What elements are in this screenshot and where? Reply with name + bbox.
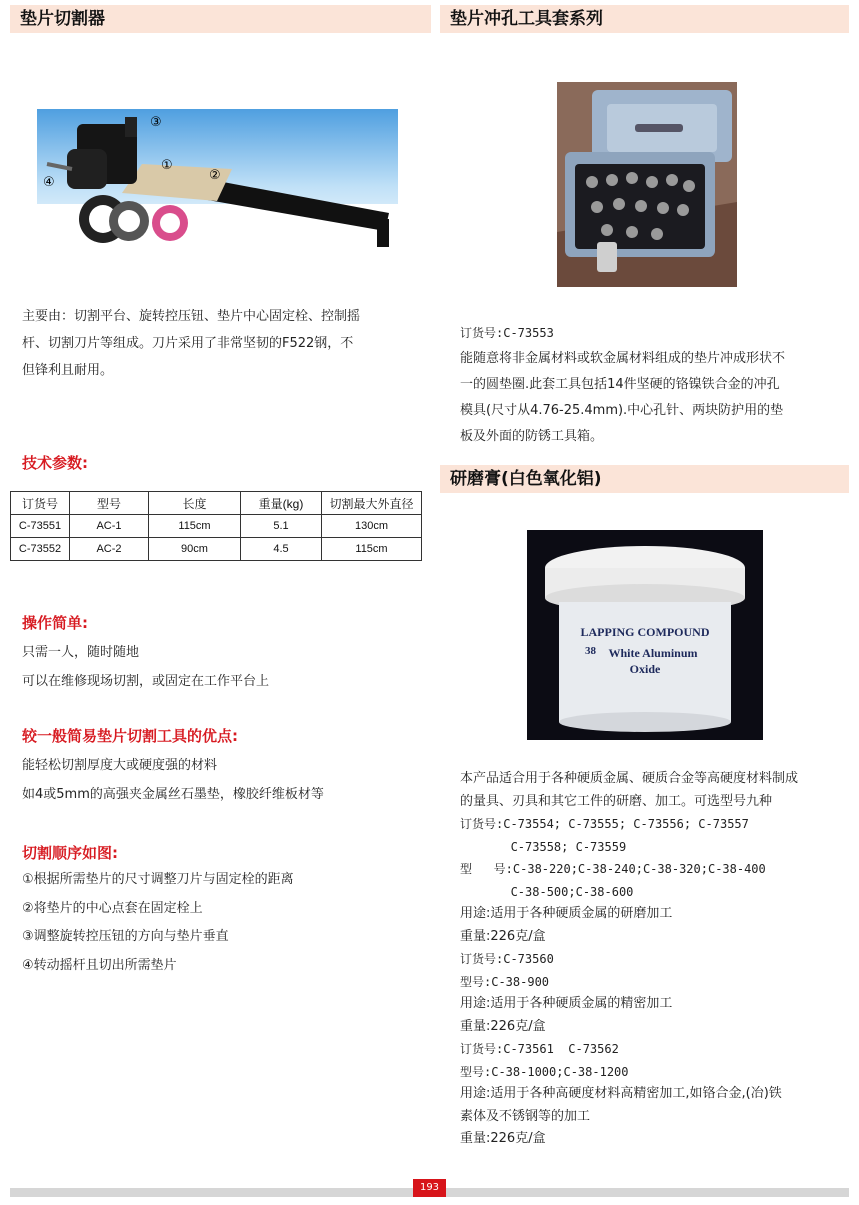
lap-models-cont: C-38-500;C-38-600 (460, 884, 634, 899)
col-header-length: 长度 (149, 492, 241, 515)
lap-usage-cont: 素体及不锈钢等的加工 (460, 1108, 591, 1124)
intro-line: 但锋利且耐用。 (22, 363, 114, 378)
punch-order-no: 订货号:C-73553 (460, 326, 554, 340)
photo-label-3: ③ (150, 115, 162, 130)
lapping-compound-photo (527, 530, 763, 740)
table-cell: AC-1 (70, 515, 149, 538)
seq-step: ①根据所需垫片的尺寸调整刀片与固定栓的距离 (22, 872, 294, 887)
jar-label-grit: 38 (585, 645, 596, 657)
photo-label-2: ② (209, 168, 221, 183)
lap-model: 型号:C-38-1000;C-38-1200 (460, 1064, 629, 1079)
adv-line: 能轻松切割厚度大或硬度强的材料 (22, 758, 218, 773)
punch-line: 模具(尺寸从4.76-25.4mm).中心孔针、两块防护用的垫 (460, 403, 784, 418)
op-line: 只需一人，随时随地 (22, 645, 140, 660)
advantages-title: 较一般简易垫片切割工具的优点: (22, 727, 239, 745)
gasket-cutter-photo (37, 109, 398, 249)
punch-kit-photo (557, 82, 737, 287)
punch-line: 板及外面的防锈工具箱。 (460, 429, 604, 444)
punch-kit-illustration (557, 82, 737, 287)
cutting-sequence-title: 切割顺序如图: (22, 844, 118, 862)
lap-order-no: 订货号:C-73561 C-73562 (460, 1042, 619, 1056)
table-cell: 115cm (322, 538, 422, 561)
easy-operation-text (22, 638, 422, 696)
table-cell: 4.5 (241, 538, 322, 561)
tech-params-table (10, 491, 422, 561)
intro-line: 主要由：切割平台、旋转控压钮、垫片中心固定栓、控制摇 (22, 309, 361, 324)
table-cell: 5.1 (241, 515, 322, 538)
punch-kit-description (460, 320, 855, 450)
lap-order-nos-cont: C-73558; C-73559 (460, 839, 627, 854)
table-cell: 115cm (149, 515, 241, 538)
table-cell: C-73551 (11, 515, 70, 538)
lap-order-nos: 订货号:C-73554; C-73555; C-73556; C-73557 (460, 817, 749, 831)
punch-line: 一的圆垫圈.此套工具包括14件坚硬的铬镍铁合金的冲孔 (460, 377, 780, 392)
table-header-row (11, 492, 422, 515)
col-header-max-diameter: 切割最大外直径 (322, 492, 422, 515)
page-number: 193 (413, 1179, 446, 1197)
op-line: 可以在维修现场切割，或固定在工作平台上 (22, 674, 270, 689)
easy-operation-title: 操作简单: (22, 614, 88, 632)
col-header-weight: 重量(kg) (241, 492, 322, 515)
lap-weight: 重量:226克/盒 (460, 1018, 546, 1034)
lap-models: 型 号:C-38-220;C-38-240;C-38-320;C-38-400 (460, 862, 766, 876)
section-header-lapping-compound: 研磨膏(白色氧化铝) (440, 465, 849, 493)
seq-step: ④转动摇杆且切出所需垫片 (22, 957, 177, 973)
lap-weight: 重量:226克/盒 (460, 928, 546, 944)
lap-order-no: 订货号:C-73560 (460, 952, 554, 966)
lap-usage: 用途:适用于各种硬质金属的研磨加工 (460, 906, 673, 921)
lap-usage: 用途:适用于各种高硬度材料高精密加工,如铬合金,(冶)铁 (460, 1086, 782, 1101)
jar-label-material: White Aluminum (608, 646, 698, 660)
col-header-order-no: 订货号 (11, 492, 70, 515)
table-row (11, 538, 422, 561)
seq-step: ②将垫片的中心点套在固定栓上 (22, 900, 203, 916)
gasket-cutter-illustration (37, 109, 398, 249)
tech-params-title: 技术参数: (22, 454, 88, 472)
col-header-model: 型号 (70, 492, 149, 515)
gasket-cutter-intro (22, 303, 422, 384)
table-cell: 130cm (322, 515, 422, 538)
cutting-sequence-steps (22, 866, 422, 980)
jar-label-oxide: Oxide (629, 662, 661, 676)
table-row (11, 515, 422, 538)
table-cell: 90cm (149, 538, 241, 561)
advantages-text (22, 751, 422, 809)
lap-line: 的量具、刃具和其它工件的研磨、加工。可选型号九种 (460, 793, 773, 809)
section-header-gasket-cutter: 垫片切割器 (10, 5, 431, 33)
lap-usage: 用途:适用于各种硬质金属的精密加工 (460, 996, 673, 1011)
photo-label-1: ① (161, 158, 173, 173)
lap-weight: 重量:226克/盒 (460, 1131, 546, 1146)
table-cell: C-73552 (11, 538, 70, 561)
lapping-jar-illustration (527, 530, 763, 740)
lapping-compound-description (460, 768, 855, 1151)
jar-label-title: LAPPING COMPOUND (580, 625, 710, 639)
intro-line: 杆、切割刀片等组成。刀片采用了非常坚韧的F522钢，不 (22, 336, 354, 351)
photo-label-4: ④ (43, 175, 55, 190)
section-header-punch-kit: 垫片冲孔工具套系列 (440, 5, 849, 33)
punch-line: 能随意将非金属材料或软金属材料组成的垫片冲成形状不 (460, 351, 786, 366)
lap-model: 型号:C-38-900 (460, 974, 550, 989)
lap-line: 本产品适合用于各种硬质金属、硬质合金等高硬度材料制成 (460, 771, 799, 786)
adv-line: 如4或5mm的高强夹金属丝石墨垫，橡胶纤维板材等 (22, 787, 324, 802)
table-cell: AC-2 (70, 538, 149, 561)
seq-step: ③调整旋转控压钮的方向与垫片垂直 (22, 929, 229, 944)
